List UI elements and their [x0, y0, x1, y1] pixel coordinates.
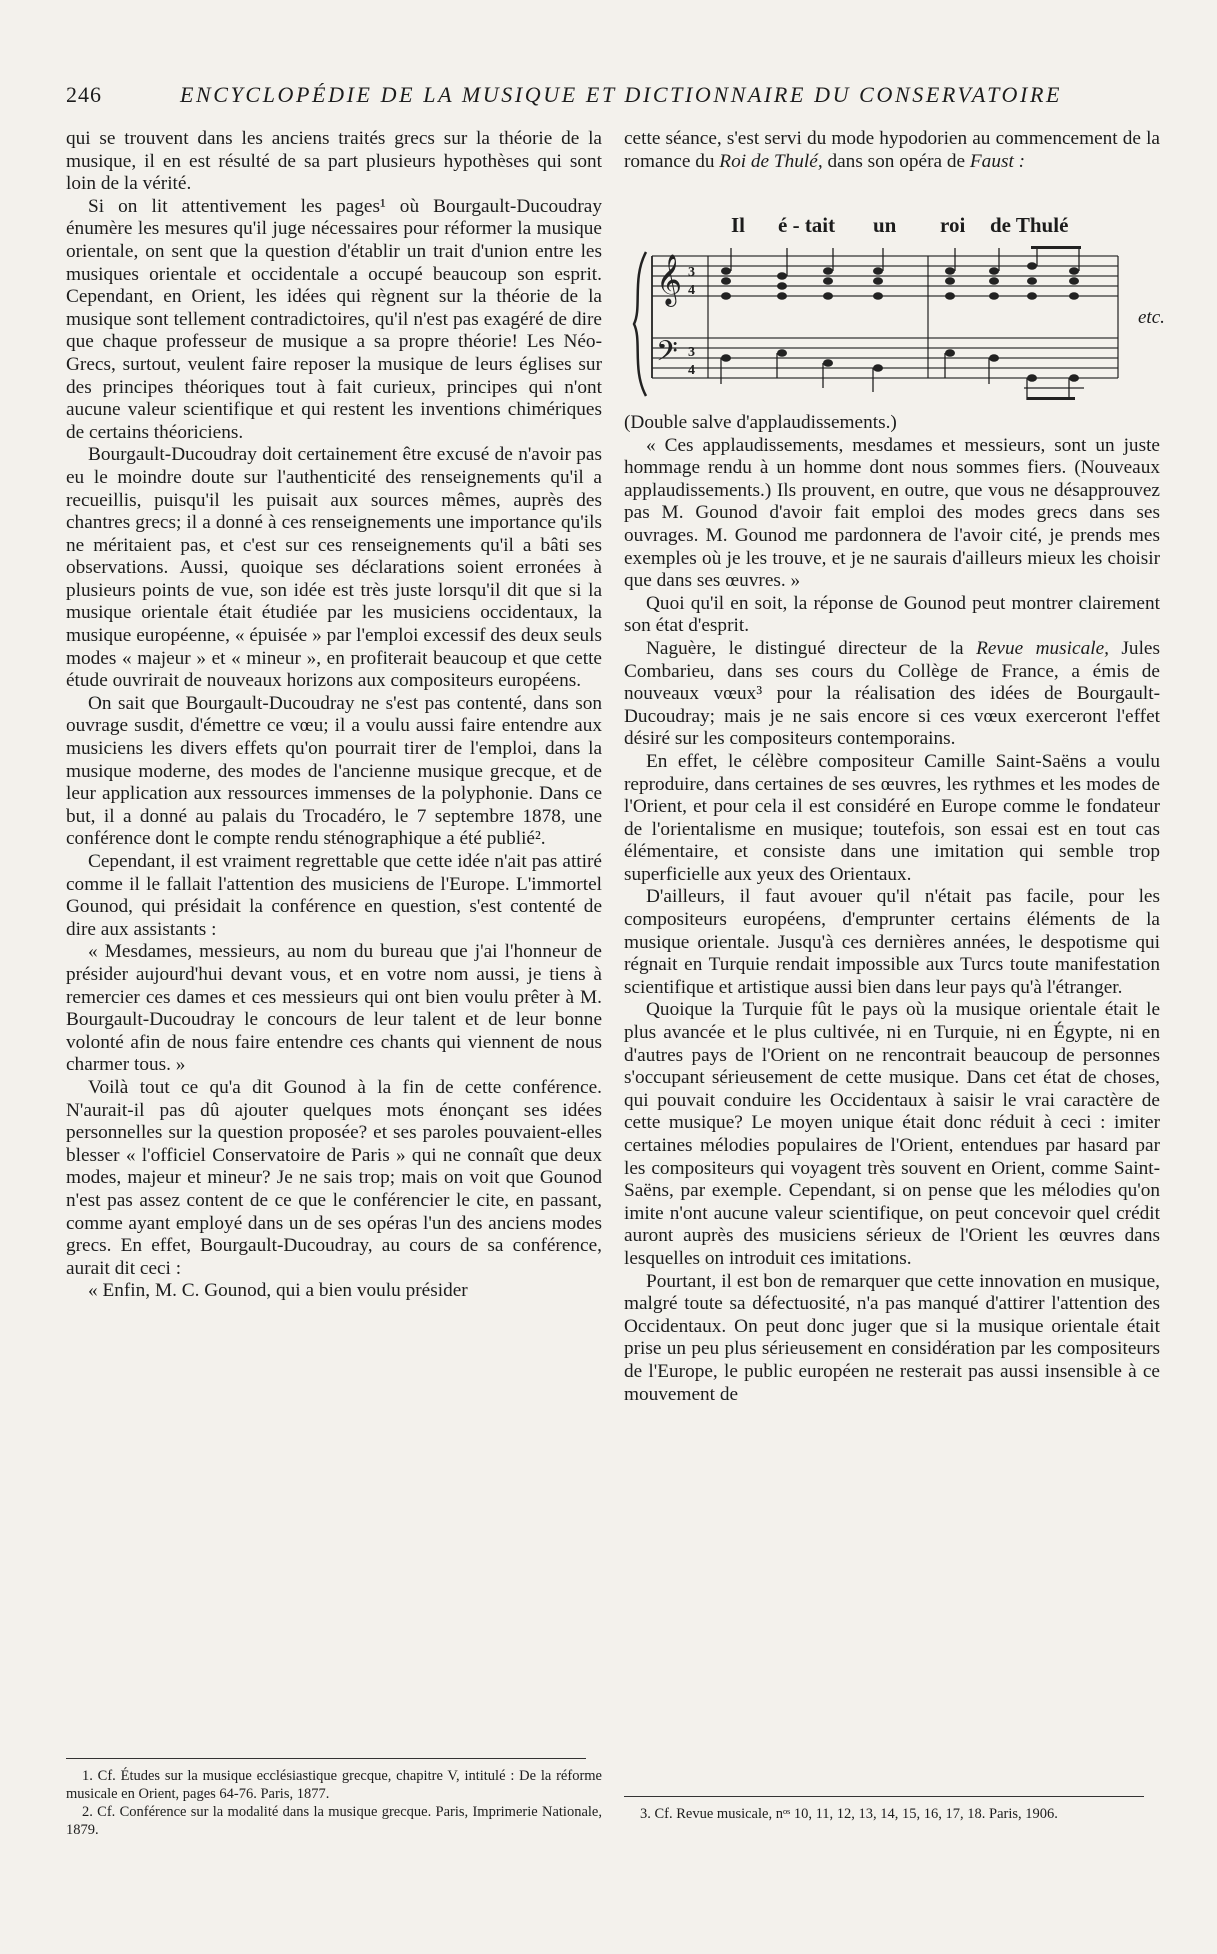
paragraph: Si on lit attentivement les pages¹ où Bourgault-Ducoudray énumère les mesures qu'il juge nécessaires pour réformer la musique orientale, on sent que la question d'établir un trait d'union entre les musiques orientale et occidentale a occupé beaucoup son esprit. Cependant, en Orient, les idées qui règnent sur la théorie de la musique sont tellement contradictoires, qu'il n'est pas exagéré de dire que chaque professeur de musique a sa propre théorie! Les Néo-Grecs, surtout, veulent faire reposer la musique de leurs églises sur des principes théoriques tout à fait curieux, principes qui n'ont aucune valeur scientifique et qui restent les inventions chimériques de certains théoriciens. — [66, 195, 602, 443]
paragraph: D'ailleurs, il faut avouer qu'il n'était pas facile, pour les compositeurs européens, d'emprunter certains éléments de la musique orientale. Jusqu'à ces dernières années, le despotisme qui régnait en Turquie rendait impossible aux Turcs toute manifestation scientifique et artistique aussi bien dans leur pays qu'à l'étranger. — [624, 886, 1160, 998]
paragraph: (Double salve d'applaudissements.) — [624, 412, 897, 433]
footnotes-left — [66, 1758, 602, 1839]
quote-paragraph: « Mesdames, messieurs, au nom du bureau que j'ai l'honneur de présider aujourd'hui devant vous, et en votre nom aussi, je tiens à remercier ces dames et ces messieurs qui ont bien voulu prêter à M. Bourgault-Ducoudray le concours de leur talent et de leur bonne volonté afin de nous faire entendre ces chants qui viennent de nous charmer tous. » — [66, 941, 602, 1076]
footnote: 3. Cf. Revue musicale, nᵒˢ 10, 11, 12, 13, 14, 15, 16, 17, 18. Paris, 1906. — [640, 1806, 1058, 1822]
music-example — [628, 213, 1188, 408]
paragraph: Quoique la Turquie fût le pays où la musique orientale était le plus avancée et le plus cultivée, ni en Turquie, ni en Égypte, ni en d'autres pays de l'Orient on ne rencontrait beaucoup de personnes s'occupant sérieusement de cette musique. Dans cet état de choses, qui pouvait conduire les Occidentaux à saisir le vrai caractère de cette musique? Le moyen unique était donc réduit à ceci : imiter certaines mélodies populaires de l'Orient, entendues par hasard par les compositeurs qui voyagent très souvent en Orient, comme Saint-Saëns, par exemple. Cependant, si on pense que les mélodies qu'on imite n'ont aucune valeur scientifique, on peut concevoir quel crédit auront auprès des musiciens sérieux de l'Orient les œuvres dans lesquelles on introduit ces imitations. — [624, 999, 1160, 1269]
text-run: dans son opéra de — [822, 150, 970, 172]
bass-clef-icon: 𝄢 — [656, 335, 678, 375]
bass-notes — [721, 349, 1079, 382]
right-column — [624, 128, 1160, 173]
svg-text:3: 3 — [688, 265, 695, 280]
footnote: 1. Cf. Études sur la musique ecclésiastique grecque, chapitre V, intitulé : De la réforme musicale en Orient, pages 64-76. Paris, 1877. — [66, 1768, 602, 1802]
text-run: Jules Combarieu, dans ses cours du Collège de France, a émis de nouveaux vœux³ pour la réalisation des idées de Bourgault-Ducoudray; mais je ne sais encore si ces vœux exerceront l'effet désiré sur les compositeurs contemporains. — [624, 637, 1160, 750]
right-column-continued — [624, 412, 1160, 1406]
running-title: ENCYCLOPÉDIE DE LA MUSIQUE ET DICTIONNAIRE DU CONSERVATOIRE — [180, 82, 1063, 107]
paragraph: On sait que Bourgault-Ducoudray ne s'est pas contenté, dans son ouvrage susdit, d'émettre ce vœu; il a voulu aussi faire entendre aux musiciens les divers effets qu'on pourrait tirer de l'emploi, dans la musique moderne, des modes de l'ancienne musique grecque, et de leur application aux ressources immenses de la polyphonie. Dans ce but, il a donné au palais du Trocadéro, le 7 septembre 1878, une conférence dont le compte rendu sténographique a été publié². — [66, 692, 602, 850]
paragraph: En effet, le célèbre compositeur Camille Saint-Saëns a voulu reproduire, dans certaines de ses œuvres, les rythmes et les modes de l'Orient, et pour cela il est considéré en Europe comme le fondateur de l'orientalisme en musique; toutefois, son essai est en tout cas élémentaire, et consiste dans une imitation qui semble trop superficielle aux yeux des Orientaux. — [624, 750, 1160, 885]
footnote-rule — [624, 1796, 1144, 1797]
page-number: 246 — [66, 82, 102, 107]
paragraph — [624, 128, 1160, 173]
treble-notes — [721, 262, 1079, 300]
paragraph: Bourgault-Ducoudray doit certainement être excusé de n'avoir pas eu le moindre doute sur l'authenticité des renseignements qu'il a recueillis, puisqu'il les puisait aux sources mêmes, auprès des chantres grecs; il a donné à ces renseignements une importance qu'ils ne méritaient pas, et c'est sur ces renseignements qu'il a bâti ses observations. Aussi, quoique ses déclarations soient erronées à plusieurs points de vue, son idée est très juste lorsqu'il dit que si la musique orientale était étudiée par les musiciens occidentaux, la musique européenne, « épuisée » par l'emploi excessif des deux seuls modes « majeur » et « mineur », en profiterait beaucoup et que cette étude ouvrirait de nouveaux horizons aux compositeurs européens. — [66, 444, 602, 692]
music-staff-svg — [628, 238, 1148, 408]
lyric-word: un — [873, 213, 897, 237]
quote-paragraph: « Ces applaudissements, mesdames et messieurs, sont un juste hommage rendu à un homme dont nous sommes fiers. (Nouveaux applaudissements.) Ils prouvent, en outre, que vous ne désapprouvez pas M. Gounod d'avoir fait emploi des modes grecs dans ses ouvrages. M. Gounod me pardonnera de l'avoir cité, je prends mes exemples où je les trouve, et je ne saurais d'ailleurs mieux les choisir que dans ses œuvres. » — [624, 434, 1160, 592]
text-run: cette séance, s'est servi du mode hypodorien au commencement de la romance du — [624, 128, 1160, 172]
page-header — [66, 82, 1186, 112]
paragraph: Quoi qu'il en soit, la réponse de Gounod peut montrer clairement son état d'esprit. — [624, 592, 1160, 637]
title-faust: Faust : — [969, 150, 1026, 172]
music-etc-label: etc. — [1138, 307, 1165, 328]
footnotes-right — [624, 1796, 1160, 1823]
paragraph: Voilà tout ce qu'a dit Gounod à la fin de cette conférence. N'aurait-il pas dû ajouter quelques mots énonçant ses idées personnelles sur la question proposée? et ses paroles pouvaient-elles blesser « l'officiel Conservatoire de Paris » qui ne connaît que deux modes, majeur et mineur? Je ne sais trop; mais on voit que Gounod n'est pas assez content de ce que le conférencier le cite, en passant, comme ayant employé dans un de ses opéras l'un des anciens modes grecs. En effet, Bourgault-Ducoudray, au cours de sa conférence, aurait dit ceci : — [66, 1076, 602, 1279]
paragraph: qui se trouvent dans les anciens traités grecs sur la théorie de la musique, il en est résulté de sa part plusieurs hypothèses qui sont loin de la vérité. — [66, 128, 602, 195]
lyric-word: roi — [940, 213, 966, 237]
svg-text:4: 4 — [688, 363, 695, 378]
brace-icon — [634, 252, 646, 396]
lyric-word: de Thulé — [990, 213, 1069, 237]
treble-clef-icon: 𝄞 — [656, 254, 683, 305]
left-column — [66, 128, 602, 1303]
svg-text:3: 3 — [688, 345, 695, 360]
paragraph — [624, 638, 1160, 751]
text-run: Naguère, le distingué directeur de la — [646, 637, 977, 659]
journal-title: Revue musicale, — [976, 637, 1109, 659]
footnote: 2. Cf. Conférence sur la modalité dans la musique grecque. Paris, Imprimerie Nationale, 1879. — [66, 1804, 602, 1838]
treble-staff — [652, 256, 1118, 296]
svg-text:4: 4 — [688, 283, 695, 298]
lyric-word: Il — [731, 213, 746, 237]
title-roi-de-thule: Roi de Thulé, — [719, 150, 823, 172]
paragraph: Cependant, il est vraiment regrettable que cette idée n'ait pas attiré comme il le fallait l'attention des musiciens de l'Europe. L'immortel Gounod, qui présidait la conférence en question, s'est contenté de dire aux assistants : — [66, 851, 602, 940]
lyric-word: é - tait — [778, 213, 836, 237]
paragraph: Pourtant, il est bon de remarquer que cette innovation en musique, malgré toute sa défectuosité, n'a pas manqué d'attirer l'attention des Occidentaux. On peut donc juger que si la musique orientale était prise un peu plus sérieusement en considération par les compositeurs de l'Europe, le public européen ne resterait pas aussi insensible à ce mouvement de — [624, 1270, 1160, 1405]
quote-paragraph: « Enfin, M. C. Gounod, qui a bien voulu présider — [88, 1280, 468, 1302]
footnote-rule — [66, 1758, 586, 1759]
